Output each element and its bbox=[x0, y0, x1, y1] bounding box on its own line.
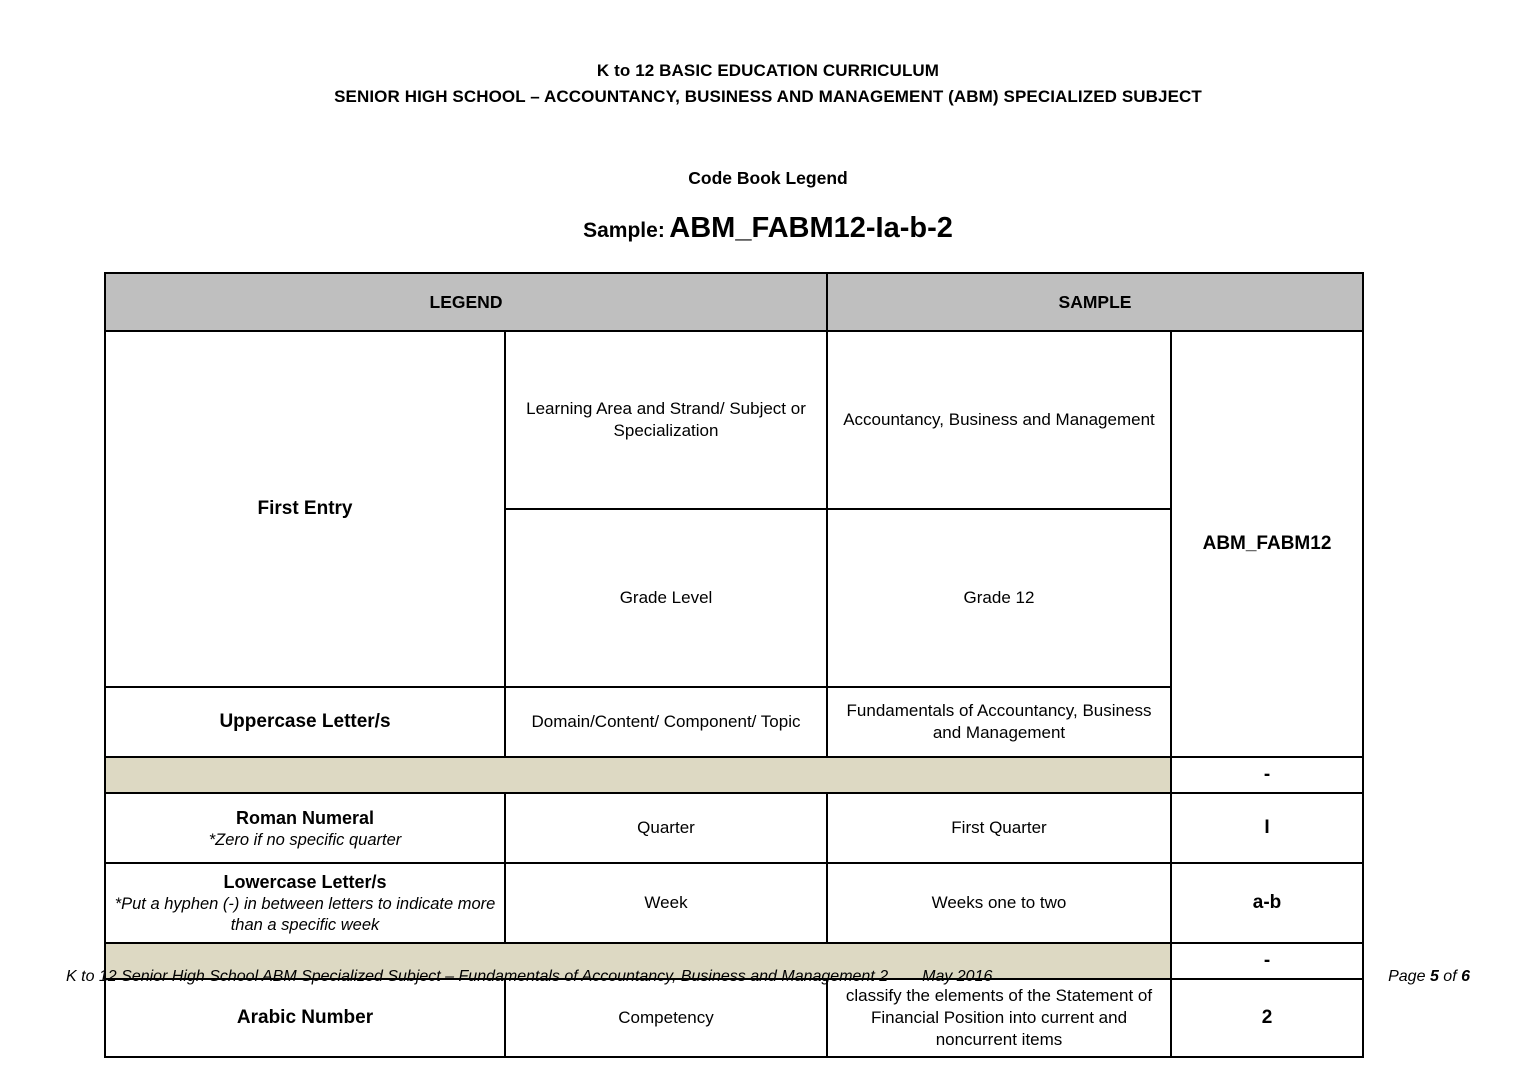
document-header bbox=[0, 58, 1536, 110]
footer-page-indicator bbox=[1388, 968, 1470, 986]
cell-roman-numeral-label bbox=[105, 793, 505, 863]
cell-lowercase-description: Week bbox=[505, 863, 827, 943]
column-header-sample: SAMPLE bbox=[827, 273, 1363, 331]
cell-lowercase-label bbox=[105, 863, 505, 943]
code-book-legend-table bbox=[104, 272, 1364, 1058]
cell-uppercase-sample: Fundamentals of Accountancy, Business and Management bbox=[827, 687, 1171, 757]
cell-first-entry-code: ABM_FABM12 bbox=[1171, 331, 1363, 757]
document-footer bbox=[66, 968, 1470, 986]
footer-date: May 2016 bbox=[922, 968, 993, 985]
footer-page-total: 6 bbox=[1461, 968, 1470, 985]
table-header-row bbox=[105, 273, 1363, 331]
footer-page-of: of bbox=[1443, 968, 1457, 985]
sample-line bbox=[0, 212, 1536, 245]
cell-first-entry-description-1: Learning Area and Strand/ Subject or Specialization bbox=[505, 331, 827, 509]
cell-lowercase-code: a-b bbox=[1171, 863, 1363, 943]
cell-arabic-number-description: Competency bbox=[505, 979, 827, 1057]
footer-subject-text: K to 12 Senior High School ABM Specialized Subject – Fundamentals of Accountancy, Business and Management 2 bbox=[66, 968, 889, 985]
cell-arabic-number-code: 2 bbox=[1171, 979, 1363, 1057]
cell-arabic-number-label: Arabic Number bbox=[105, 979, 505, 1057]
table-row-roman-numeral bbox=[105, 793, 1363, 863]
cell-roman-numeral-code: I bbox=[1171, 793, 1363, 863]
cell-roman-numeral-description: Quarter bbox=[505, 793, 827, 863]
cell-separator-code-2: - bbox=[1171, 943, 1363, 979]
cell-uppercase-description: Domain/Content/ Component/ Topic bbox=[505, 687, 827, 757]
page-title: Code Book Legend bbox=[688, 168, 848, 188]
cell-lowercase-sample: Weeks one to two bbox=[827, 863, 1171, 943]
lowercase-note: *Put a hyphen (-) in between letters to indicate more than a specific week bbox=[114, 895, 496, 934]
roman-numeral-label-text: Roman Numeral bbox=[235, 807, 375, 828]
lowercase-label-text: Lowercase Letter/s bbox=[223, 872, 387, 892]
cell-first-entry-description-2: Grade Level bbox=[505, 509, 827, 687]
cell-roman-numeral-sample: First Quarter bbox=[827, 793, 1171, 863]
table-row-separator-1 bbox=[105, 757, 1363, 793]
cell-first-entry-sample-1: Accountancy, Business and Management bbox=[827, 331, 1171, 509]
header-line-curriculum: K to 12 BASIC EDUCATION CURRICULUM bbox=[596, 61, 940, 80]
table-row-first-entry-a bbox=[105, 331, 1363, 509]
cell-separator-code-1: - bbox=[1171, 757, 1363, 793]
cell-arabic-number-sample: classify the elements of the Statement of Financial Position into current and noncurrent items bbox=[827, 979, 1171, 1057]
footer-page-prefix: Page bbox=[1388, 968, 1426, 985]
cell-first-entry-label: First Entry bbox=[105, 331, 505, 687]
sample-code: ABM_FABM12-Ia-b-2 bbox=[669, 212, 953, 244]
cell-uppercase-label: Uppercase Letter/s bbox=[105, 687, 505, 757]
cell-separator-shaded-1 bbox=[105, 757, 1171, 793]
sample-label: Sample: bbox=[583, 219, 665, 242]
roman-numeral-note: *Zero if no specific quarter bbox=[208, 830, 402, 849]
header-line-subject: SENIOR HIGH SCHOOL – ACCOUNTANCY, BUSINESS AND MANAGEMENT (ABM) SPECIALIZED SUBJECT bbox=[334, 87, 1202, 106]
cell-first-entry-sample-2: Grade 12 bbox=[827, 509, 1171, 687]
table-row-arabic-number bbox=[105, 979, 1363, 1057]
table-row-lowercase-letters bbox=[105, 863, 1363, 943]
column-header-legend: LEGEND bbox=[105, 273, 827, 331]
footer-page-number: 5 bbox=[1429, 968, 1439, 985]
